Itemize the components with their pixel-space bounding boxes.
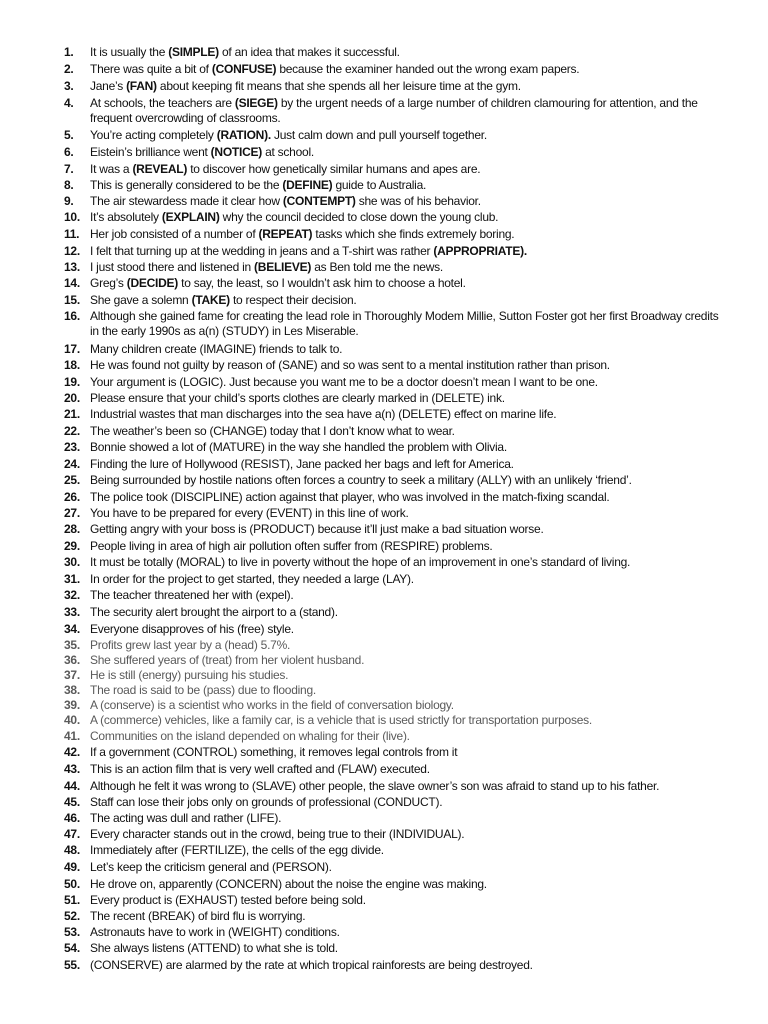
list-item [64,227,724,242]
item-number: 47. [64,827,80,841]
item-text [90,457,724,472]
item-text [90,309,724,339]
list-item [64,407,724,422]
item-number: 43. [64,762,80,776]
list-item [64,539,724,554]
sentence-fragment: She suffered years of (treat) from her violent husband. [90,653,365,667]
item-text [90,293,724,308]
item-text [90,342,724,357]
sentence-fragment: The teacher threatened her with (expel). [90,588,294,602]
list-item [64,668,724,683]
item-number: 11. [64,227,80,241]
sentence-fragment: He was found not guilty by reason of (SANE) and so was sent to a mental institution rather than prison. [90,358,610,372]
sentence-fragment: Astronauts have to work in (WEIGHT) conditions. [90,925,340,939]
item-text [90,762,724,777]
item-text [90,713,724,728]
sentence-fragment: Jane’s [90,79,127,93]
item-number: 39. [64,698,80,712]
item-text [90,668,724,683]
list-item [64,713,724,728]
list-item [64,473,724,488]
list-item [64,194,724,209]
item-text [90,925,724,940]
item-text [90,893,724,908]
list-item [64,843,724,858]
sentence-fragment: Although she gained fame for creating the lead role in Thoroughly Modem Millie, Sutton Foster got her first Broadway credits in the early 1990s as a(n) (STUDY) in Les Miserable. [90,309,719,338]
sentence-fragment: of an idea that makes it successful. [218,45,400,59]
list-item [64,827,724,842]
list-item [64,698,724,713]
item-text [90,391,724,406]
item-text [90,128,724,143]
sentence-fragment: Every character stands out in the crowd, being true to their (INDIVIDUAL). [90,827,465,841]
sentence-fragment: This is generally considered to be the [90,178,283,192]
sentence-fragment: It’s absolutely [90,210,162,224]
item-number: 53. [64,925,80,939]
sentence-fragment: Immediately after (FERTILIZE), the cells of the egg divide. [90,843,384,857]
item-text [90,210,724,225]
list-item [64,638,724,653]
item-number: 55. [64,958,80,972]
sentence-fragment: At schools, the teachers are [90,96,235,110]
sentence-fragment: Every product is (EXHAUST) tested before being sold. [90,893,366,907]
list-item [64,391,724,406]
item-number: 22. [64,424,80,438]
item-number: 25. [64,473,80,487]
item-number: 6. [64,145,74,159]
item-number: 18. [64,358,80,372]
item-text [90,522,724,537]
sentence-fragment: Let’s keep the criticism general and (PERSON). [90,860,332,874]
sentence-fragment: You’re acting completely [90,128,217,142]
item-number: 1. [64,45,74,59]
item-number: 48. [64,843,80,857]
sentence-fragment: A (commerce) vehicles, like a family car, is a vehicle that is used strictly for transportation purposes. [90,713,592,727]
sentence-fragment: This is an action film that is very well crafted and (FLAW) executed. [90,762,430,776]
sentence-fragment: to say, the least, so I wouldn’t ask him to choose a hotel. [178,276,466,290]
list-item [64,178,724,193]
item-number: 19. [64,375,80,389]
list-item [64,588,724,603]
item-number: 21. [64,407,80,421]
keyword-prompt: (SIMPLE) [168,45,219,59]
item-text [90,827,724,842]
sentence-fragment: to respect their decision. [229,293,357,307]
item-text [90,424,724,439]
item-number: 4. [64,96,74,110]
sentence-fragment: The recent (BREAK) of bird flu is worrying. [90,909,306,923]
sentence-fragment: by the urgent needs of a large number of children clamouring for attention, and the frequent overcrowding of classrooms. [90,96,698,125]
sentence-fragment: Your argument is (LOGIC). Just because you want me to be a doctor doesn’t mean I want to be one. [90,375,598,389]
list-item [64,276,724,291]
item-text [90,795,724,810]
sentence-fragment: at school. [262,145,314,159]
sentence-fragment: The road is said to be (pass) due to flooding. [90,683,316,697]
list-item [64,958,724,973]
sentence-fragment: There was quite a bit of [90,62,212,76]
keyword-prompt: (REVEAL) [132,162,188,176]
item-number: 37. [64,668,80,682]
item-text [90,358,724,373]
item-number: 9. [64,194,74,208]
item-text [90,653,724,668]
sentence-fragment: The air stewardess made it clear how [90,194,283,208]
list-item [64,653,724,668]
item-number: 28. [64,522,80,536]
item-text [90,178,724,193]
item-number: 10. [64,210,80,224]
list-item [64,729,724,744]
list-item [64,779,724,794]
item-number: 41. [64,729,80,743]
list-item [64,909,724,924]
sentence-fragment: I just stood there and listened in [90,260,255,274]
list-item [64,860,724,875]
sentence-fragment: guide to Australia. [332,178,427,192]
list-item [64,877,724,892]
keyword-prompt: (RATION). [216,128,271,142]
sentence-fragment: In order for the project to get started, they needed a large (LAY). [90,572,414,586]
list-item [64,244,724,259]
sentence-fragment: You have to be prepared for every (EVENT) in this line of work. [90,506,409,520]
item-text [90,244,724,259]
sentence-fragment: because the examiner handed out the wrong exam papers. [276,62,580,76]
item-text [90,473,724,488]
list-item [64,375,724,390]
item-number: 23. [64,440,80,454]
item-number: 50. [64,877,80,891]
list-item [64,145,724,160]
item-number: 2. [64,62,74,76]
list-item [64,605,724,620]
keyword-prompt: (APPROPRIATE). [433,244,527,258]
list-item [64,762,724,777]
item-number: 34. [64,622,80,636]
item-number: 42. [64,745,80,759]
list-item [64,309,724,339]
item-text [90,79,724,94]
sentence-fragment: I felt that turning up at the wedding in jeans and a T-shirt was rather [90,244,434,258]
sentence-fragment: The acting was dull and rather (LIFE). [90,811,282,825]
item-text [90,958,724,973]
sentence-fragment: A (conserve) is a scientist who works in the field of conversation biology. [90,698,454,712]
item-text [90,698,724,713]
item-text [90,490,724,505]
sentence-fragment: It is usually the [90,45,169,59]
item-number: 13. [64,260,80,274]
sentence-fragment: The weather’s been so (CHANGE) today that I don’t know what to wear. [90,424,455,438]
item-text [90,194,724,209]
sentence-fragment: The security alert brought the airport to a (stand). [90,605,338,619]
item-text [90,375,724,390]
keyword-prompt: (SIEGE) [234,96,278,110]
item-text [90,260,724,275]
keyword-prompt: (FAN) [126,79,157,93]
sentence-fragment: Her job consisted of a number of [90,227,259,241]
sentence-fragment: It must be totally (MORAL) to live in poverty without the hope of an improvement in one’s standard of living. [90,555,631,569]
sentence-fragment: She always listens (ATTEND) to what she is told. [90,941,338,955]
item-text [90,941,724,956]
keyword-prompt: (TAKE) [191,293,230,307]
item-text [90,555,724,570]
sentence-fragment: People living in area of high air pollution often suffer from (RESPIRE) problems. [90,539,493,553]
item-text [90,440,724,455]
sentence-fragment: Although he felt it was wrong to (SLAVE) other people, the slave owner’s son was afraid to stand up to his father. [90,779,660,793]
list-item [64,128,724,143]
sentence-fragment: tasks which she finds extremely boring. [312,227,515,241]
item-text [90,145,724,160]
item-text [90,407,724,422]
item-number: 20. [64,391,80,405]
item-number: 46. [64,811,80,825]
item-number: 26. [64,490,80,504]
list-item [64,622,724,637]
item-text [90,62,724,77]
item-number: 14. [64,276,80,290]
list-item [64,925,724,940]
sentence-fragment: Just calm down and pull yourself together. [270,128,487,142]
item-text [90,779,724,794]
item-number: 17. [64,342,80,356]
keyword-prompt: (BELIEVE) [254,260,312,274]
item-text [90,909,724,924]
item-text [90,572,724,587]
item-number: 7. [64,162,74,176]
list-item [64,79,724,94]
item-number: 36. [64,653,80,667]
sentence-fragment: Please ensure that your child’s sports clothes are clearly marked in (DELETE) ink. [90,391,505,405]
list-item [64,745,724,760]
keyword-prompt: (CONFUSE) [211,62,277,76]
item-number: 52. [64,909,80,923]
item-text [90,729,724,744]
sentence-fragment: Profits grew last year by a (head) 5.7%. [90,638,291,652]
sentence-fragment: Finding the lure of Hollywood (RESIST), Jane packed her bags and left for America. [90,457,514,471]
item-number: 16. [64,309,80,323]
item-number: 3. [64,79,74,93]
list-item [64,572,724,587]
item-number: 38. [64,683,80,697]
item-text [90,506,724,521]
item-text [90,539,724,554]
sentence-fragment: If a government (CONTROL) something, it removes legal controls from it [90,745,458,759]
item-number: 49. [64,860,80,874]
item-text [90,45,724,60]
item-number: 44. [64,779,80,793]
item-text [90,162,724,177]
list-item [64,293,724,308]
keyword-prompt: (CONTEMPT) [282,194,356,208]
item-number: 31. [64,572,80,586]
list-item [64,260,724,275]
item-text [90,605,724,620]
item-text [90,745,724,760]
item-text [90,622,724,637]
item-text [90,683,724,698]
sentence-fragment: Bonnie showed a lot of (MATURE) in the way she handled the problem with Olivia. [90,440,507,454]
item-text [90,227,724,242]
keyword-prompt: (EXPLAIN) [161,210,220,224]
item-number: 15. [64,293,80,307]
sentence-fragment: Everyone disapproves of his (free) style. [90,622,294,636]
item-number: 8. [64,178,74,192]
sentence-fragment: He drove on, apparently (CONCERN) about the noise the engine was making. [90,877,487,891]
item-number: 54. [64,941,80,955]
sentence-fragment: Eistein’s brilliance went [90,145,211,159]
list-item [64,941,724,956]
item-text [90,588,724,603]
item-number: 51. [64,893,80,907]
sentence-fragment: she was of his behavior. [355,194,481,208]
list-item [64,62,724,77]
sentence-fragment: as Ben told me the news. [311,260,443,274]
item-text [90,860,724,875]
list-item [64,45,724,60]
sentence-fragment: He is still (energy) pursuing his studies. [90,668,289,682]
item-number: 24. [64,457,80,471]
item-text [90,811,724,826]
sentence-fragment: It was a [90,162,133,176]
list-item [64,440,724,455]
keyword-prompt: (NOTICE) [210,145,262,159]
item-text [90,276,724,291]
sentence-fragment: (CONSERVE) are alarmed by the rate at which tropical rainforests are being destroyed. [90,958,533,972]
item-number: 30. [64,555,80,569]
item-number: 40. [64,713,80,727]
item-number: 45. [64,795,80,809]
list-item [64,683,724,698]
sentence-fragment: Many children create (IMAGINE) friends to talk to. [90,342,343,356]
item-number: 35. [64,638,80,652]
list-item [64,490,724,505]
keyword-prompt: (DECIDE) [126,276,179,290]
item-number: 32. [64,588,80,602]
item-text [90,843,724,858]
item-text [90,96,724,126]
item-number: 33. [64,605,80,619]
list-item [64,457,724,472]
sentence-fragment: Being surrounded by hostile nations often forces a country to seek a military (ALLY) with an unlikely ‘friend’. [90,473,632,487]
list-item [64,506,724,521]
sentence-fragment: Staff can lose their jobs only on grounds of professional (CONDUCT). [90,795,443,809]
list-item [64,358,724,373]
sentence-fragment: why the council decided to close down the young club. [219,210,499,224]
item-number: 27. [64,506,80,520]
list-item [64,893,724,908]
sentence-fragment: to discover how genetically similar humans and apes are. [187,162,481,176]
list-item [64,424,724,439]
list-item [64,795,724,810]
list-item [64,162,724,177]
keyword-prompt: (DEFINE) [282,178,333,192]
list-item [64,342,724,357]
sentence-fragment: about keeping fit means that she spends all her leisure time at the gym. [156,79,521,93]
keyword-prompt: (REPEAT) [258,227,313,241]
sentence-fragment: She gave a solemn [90,293,192,307]
list-item [64,522,724,537]
list-item [64,555,724,570]
sentence-fragment: Greg’s [90,276,127,290]
item-text [90,638,724,653]
item-number: 12. [64,244,80,258]
item-number: 29. [64,539,80,553]
list-item [64,811,724,826]
list-item [64,210,724,225]
list-item [64,96,724,126]
sentence-fragment: Getting angry with your boss is (PRODUCT) because it’ll just make a bad situation worse. [90,522,544,536]
item-text [90,877,724,892]
item-number: 5. [64,128,74,142]
sentence-fragment: The police took (DISCIPLINE) action against that player, who was involved in the match-fixing scandal. [90,490,610,504]
sentence-fragment: Communities on the island depended on whaling for their (live). [90,729,410,743]
sentence-fragment: Industrial wastes that man discharges into the sea have a(n) (DELETE) effect on marine life. [90,407,557,421]
